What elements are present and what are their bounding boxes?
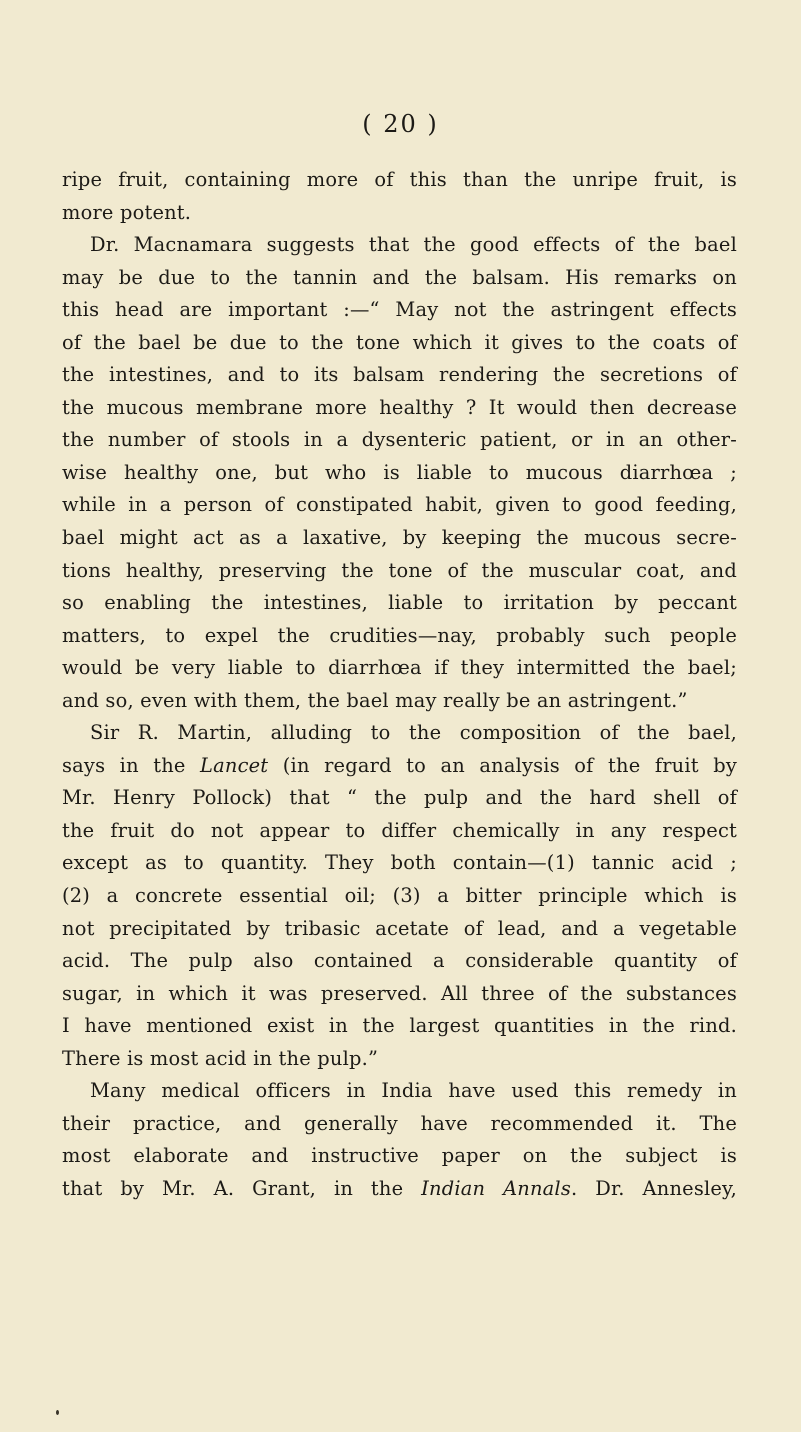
text-line: acid. The pulp also contained a considerable quantity of	[62, 949, 737, 973]
text-line: so enabling the intestines, liable to irritation by peccant	[62, 591, 737, 615]
text-line: says in the Lancet (in regard to an analysis of the fruit by	[62, 753, 737, 777]
text-line: the mucous membrane more healthy ? It would then decrease	[62, 395, 737, 419]
text-line: most elaborate and instructive paper on the subject is	[62, 1144, 737, 1168]
text-line: Many medical officers in India have used this remedy in	[90, 1079, 737, 1103]
text-line: this head are important :—“ May not the astringent effects	[62, 298, 737, 322]
body-text	[62, 164, 737, 1206]
text-line: tions healthy, preserving the tone of the muscular coat, and	[62, 558, 737, 582]
text-line: more potent.	[62, 200, 192, 224]
text-line: of the bael be due to the tone which it gives to the coats of	[62, 330, 737, 354]
text-line: matters, to expel the crudities—nay, probably such people	[62, 623, 737, 647]
text-line: Dr. Macnamara suggests that the good effects of the bael	[90, 233, 737, 257]
print-speck	[56, 1410, 59, 1415]
text-line: would be very liable to diarrhœa if they intermitted the bael;	[62, 656, 737, 680]
text-line: the intestines, and to its balsam rendering the secretions of	[62, 363, 737, 387]
text-line: the number of stools in a dysenteric patient, or in an other-	[62, 428, 737, 452]
text-line: I have mentioned exist in the largest quantities in the rind.	[62, 1014, 737, 1038]
text-line: (2) a concrete essential oil; (3) a bitter principle which is	[62, 884, 737, 908]
text-line: and so, even with them, the bael may really be an astringent.”	[62, 688, 688, 712]
text-line: while in a person of constipated habit, given to good feeding,	[62, 493, 737, 517]
text-line: not precipitated by tribasic acetate of lead, and a vegetable	[62, 916, 737, 940]
text-line: There is most acid in the pulp.”	[62, 1046, 379, 1070]
text-line: their practice, and generally have recommended it. The	[62, 1111, 737, 1135]
page-number: ( 20 )	[362, 110, 439, 138]
text-line: Sir R. Martin, alluding to the composition of the bael,	[90, 721, 737, 745]
text-line: wise healthy one, but who is liable to mucous diarrhœa ;	[62, 460, 737, 484]
text-line: ripe fruit, containing more of this than the unripe fruit, is	[62, 168, 737, 191]
text-line: that by Mr. A. Grant, in the Indian Annals. Dr. Annesley,	[62, 1176, 737, 1200]
text-line: sugar, in which it was preserved. All three of the substances	[62, 981, 737, 1005]
text-line: Mr. Henry Pollock) that “ the pulp and the hard shell of	[62, 786, 737, 810]
text-line: except as to quantity. They both contain—(1) tannic acid ;	[62, 851, 737, 875]
text-line: the fruit do not appear to differ chemically in any respect	[62, 818, 737, 842]
text-line: may be due to the tannin and the balsam. His remarks on	[62, 265, 737, 289]
text-line: bael might act as a laxative, by keeping the mucous secre-	[62, 526, 737, 550]
